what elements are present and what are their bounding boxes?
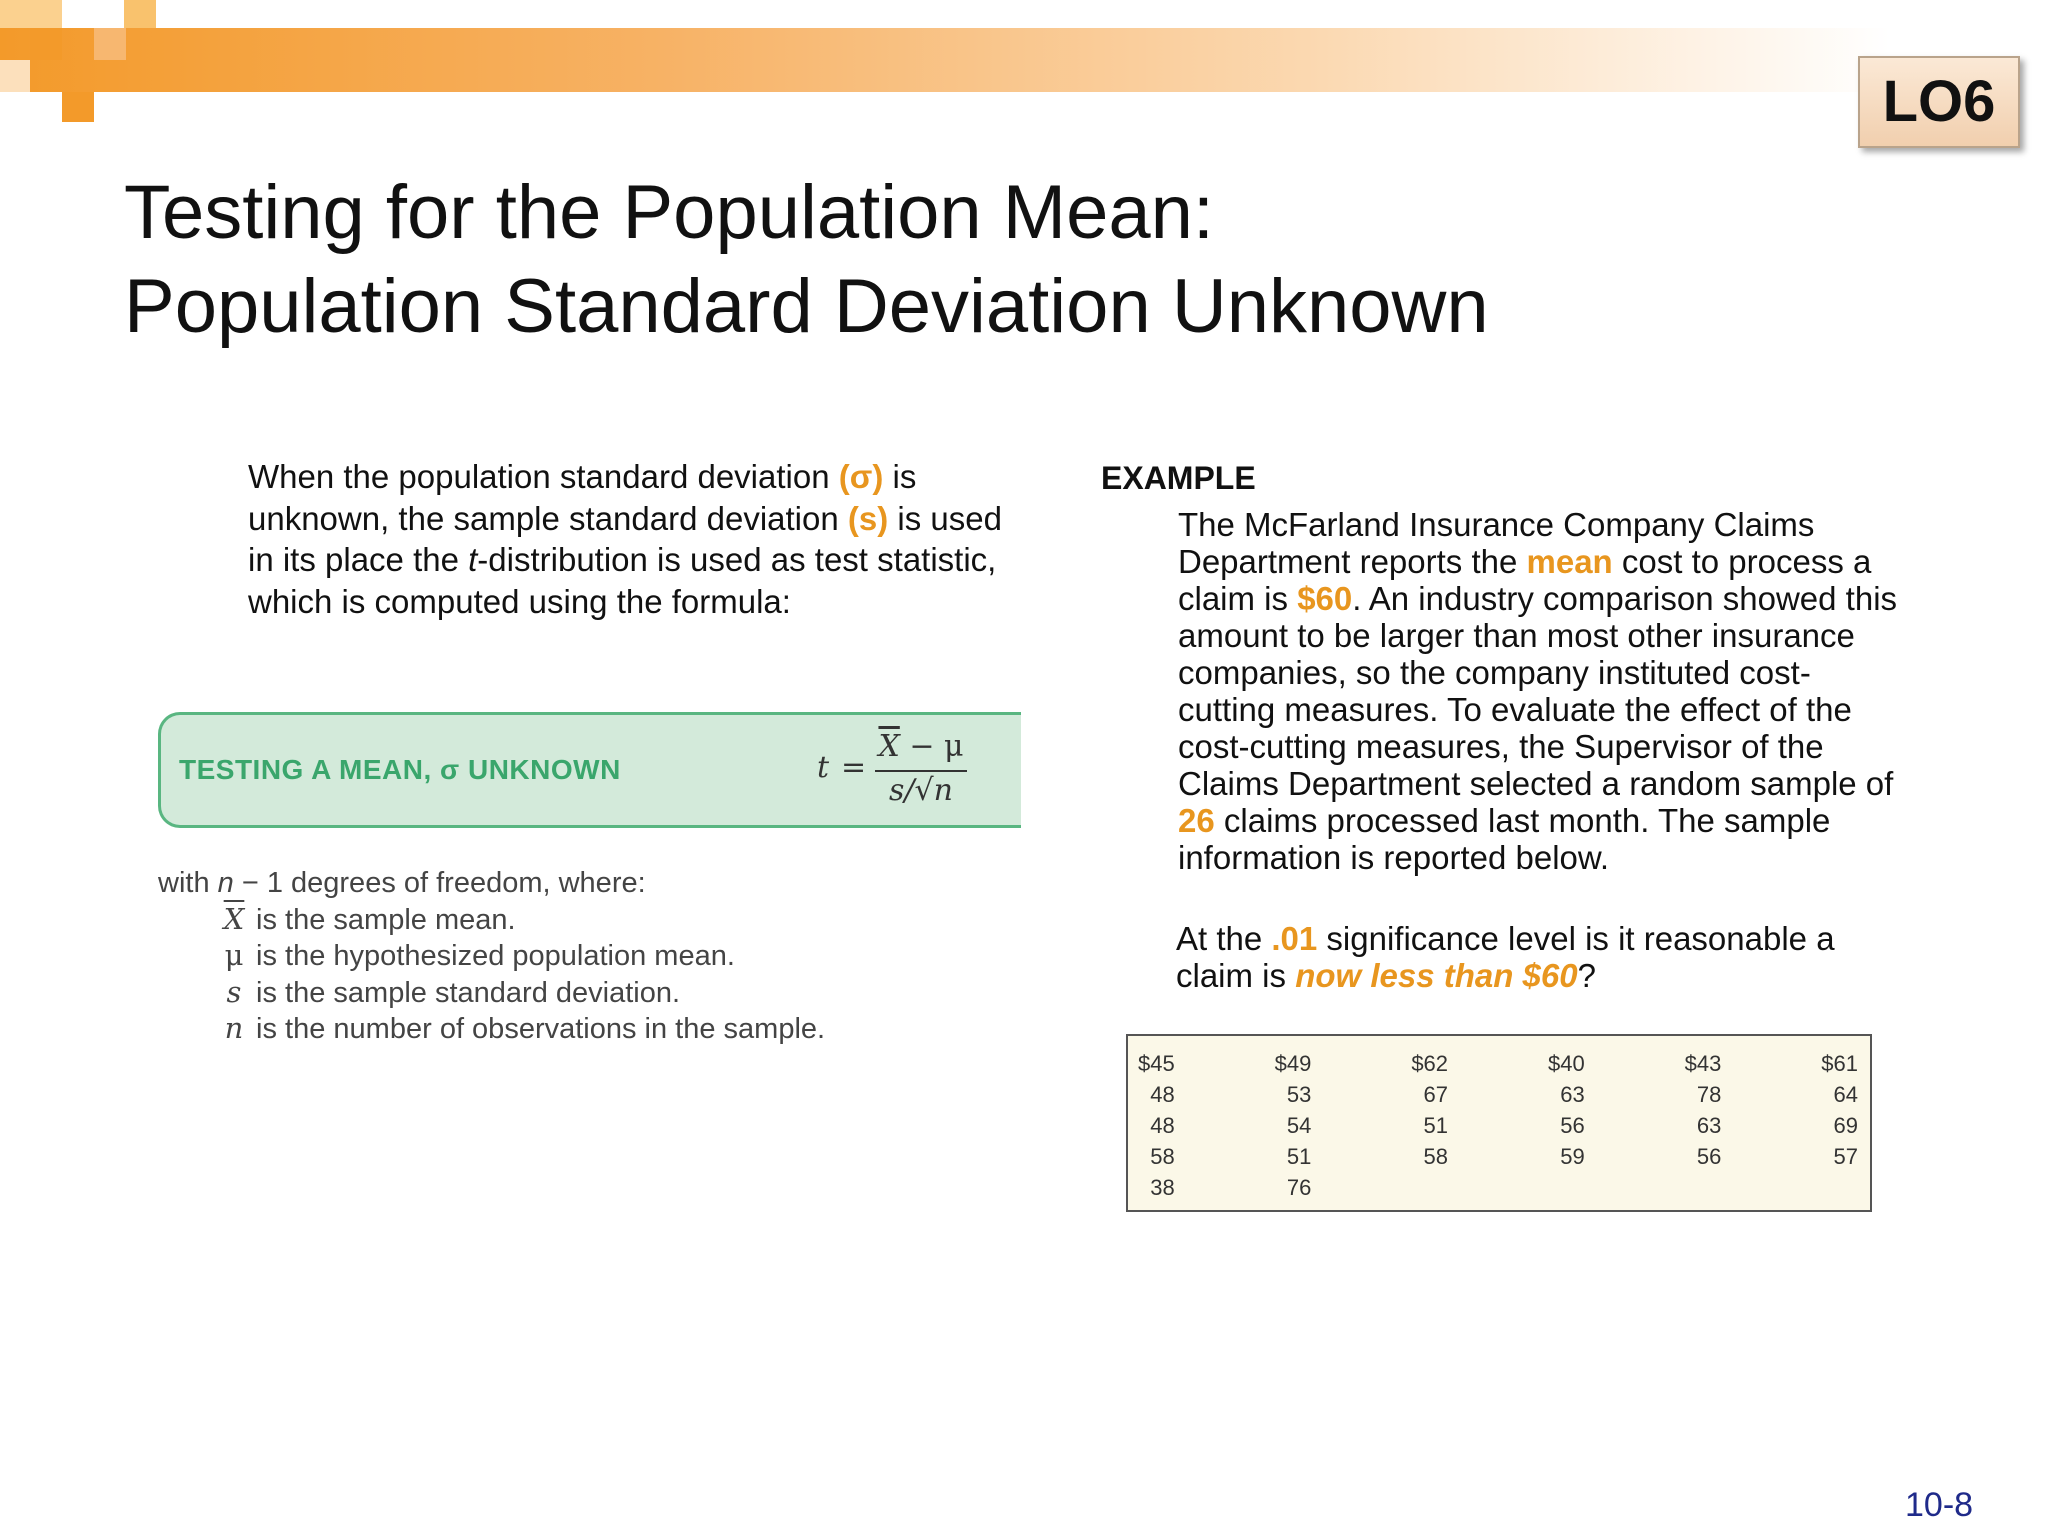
t-variable: t	[468, 541, 478, 578]
def-text: is the sample mean.	[248, 903, 516, 936]
question-text: At the	[1176, 920, 1272, 957]
def-symbol: $\overline{X}$	[223, 901, 245, 936]
header-square-decoration	[94, 28, 126, 60]
claims-data-table	[1126, 1034, 1872, 1212]
table-cell: 56	[1696, 1144, 1722, 1169]
header-square-decoration	[0, 60, 30, 92]
intro-paragraph	[248, 456, 1008, 622]
question-text: significance level is it reasonable a claim is	[1176, 920, 1835, 994]
degrees-of-freedom-definitions	[158, 866, 825, 1048]
example-text: cost to process a claim is	[1178, 543, 1872, 617]
table-row	[1138, 1048, 1870, 1079]
example-text: The McFarland Insurance Company Claims Department reports the	[1178, 506, 1815, 580]
definition-s	[158, 975, 825, 1012]
dof-n: n	[217, 867, 234, 899]
example-question	[1176, 920, 1916, 994]
intro-text: When the population standard deviation	[248, 458, 839, 495]
table-cell	[1460, 1172, 1597, 1203]
header-square-decoration	[0, 0, 62, 28]
header-square-decoration	[30, 28, 62, 60]
table-cell: 38	[1150, 1175, 1175, 1200]
table-cell: $62	[1411, 1051, 1449, 1076]
def-symbol: s	[226, 974, 242, 1009]
header-square-decoration	[62, 0, 90, 28]
table-cell: $61	[1821, 1051, 1858, 1076]
table-cell	[1733, 1172, 1870, 1203]
example-paragraph	[1178, 506, 1908, 876]
s-highlight: (s)	[847, 499, 889, 537]
formula-t: t	[817, 750, 830, 785]
def-symbol: μ	[224, 938, 244, 972]
question-text: ?	[1577, 957, 1596, 994]
table-row	[1138, 1141, 1870, 1172]
table-cell: 67	[1423, 1082, 1449, 1107]
dof-text: − 1 degrees of freedom, where:	[233, 867, 646, 899]
table-cell: 53	[1286, 1082, 1312, 1107]
table-cell: 69	[1833, 1113, 1858, 1138]
table-cell	[1323, 1172, 1460, 1203]
x-bar-symbol: $\overline{X}$	[878, 729, 900, 764]
dof-text: with	[158, 867, 218, 899]
table-cell: 63	[1560, 1082, 1585, 1107]
table-cell: 58	[1150, 1144, 1175, 1169]
table-cell: 64	[1833, 1082, 1858, 1107]
table-cell: 51	[1423, 1113, 1449, 1138]
example-heading: EXAMPLE	[1101, 460, 1256, 496]
table-cell: 57	[1833, 1144, 1858, 1169]
dof-intro	[158, 866, 825, 902]
table-cell: 58	[1423, 1144, 1449, 1169]
table-cell	[1597, 1172, 1734, 1203]
definition-x-bar	[158, 902, 825, 939]
claim-highlight: now less than $60	[1295, 957, 1578, 994]
table-cell: 48	[1150, 1082, 1175, 1107]
slide-title-line-2: Population Standard Deviation Unknown	[124, 264, 1489, 349]
def-text: is the number of observations in the sample.	[248, 1013, 826, 1045]
table-cell: $40	[1547, 1051, 1585, 1076]
def-text: is the hypothesized population mean.	[248, 940, 735, 972]
table-cell: 48	[1150, 1113, 1175, 1138]
formula-equals: =	[841, 750, 867, 785]
sample-size-highlight: 26	[1178, 802, 1215, 839]
example-text: . An industry comparison showed this amount to be larger than most other insurance companies, so the company instituted cost-cutting measures. To evaluate the effect of the cost-cutting measures, the Supervisor of the Claims Department selected a random sample of	[1178, 580, 1898, 802]
page-number: 10-8	[1905, 1486, 1974, 1524]
formula-numerator	[875, 729, 967, 764]
table-cell: $49	[1274, 1051, 1312, 1076]
header-square-decoration	[62, 92, 94, 122]
table-row	[1138, 1172, 1870, 1203]
table-cell: 78	[1696, 1082, 1722, 1107]
def-symbol: n	[224, 1011, 244, 1045]
intro-text: is unknown, the sample standard deviation	[248, 458, 917, 537]
alpha-highlight: .01	[1271, 920, 1318, 957]
definition-mu	[158, 938, 825, 975]
slide-title	[124, 166, 1489, 354]
example-text: claims processed last month. The sample information is reported below.	[1178, 802, 1831, 876]
table-row	[1138, 1110, 1870, 1141]
amount-highlight: $60	[1297, 580, 1353, 617]
table-cell: 59	[1560, 1144, 1585, 1169]
table-row	[1138, 1079, 1870, 1110]
table-cell: 63	[1696, 1113, 1722, 1138]
formula-box	[158, 712, 1021, 828]
def-text: is the sample standard deviation.	[248, 976, 681, 1009]
sigma-highlight: (σ)	[838, 458, 884, 495]
table-cell: 54	[1286, 1113, 1312, 1138]
intro-text: is used in its place the	[248, 499, 1002, 578]
table-cell: 56	[1560, 1113, 1585, 1138]
header-gradient-bar	[0, 28, 1890, 92]
numerator-rest: − μ	[899, 729, 964, 764]
slide-title-line-1: Testing for the Population Mean:	[124, 170, 1215, 255]
formula-denominator: s/√n	[889, 773, 953, 808]
mean-highlight: mean	[1526, 543, 1613, 580]
formula-box-label: TESTING A MEAN, σ UNKNOWN	[179, 754, 621, 785]
definition-n	[158, 1011, 825, 1048]
table-cell: $45	[1138, 1051, 1175, 1076]
learning-objective-badge: LO6	[1858, 56, 2020, 148]
header-square-decoration	[124, 0, 156, 28]
intro-text: -distribution is used as test statistic, which is computed using the formula:	[248, 541, 997, 620]
t-statistic-formula	[817, 729, 1017, 811]
table-cell: 51	[1286, 1144, 1312, 1169]
fraction-bar	[875, 770, 967, 772]
table-cell: 76	[1286, 1175, 1312, 1200]
table-cell: $43	[1684, 1051, 1722, 1076]
